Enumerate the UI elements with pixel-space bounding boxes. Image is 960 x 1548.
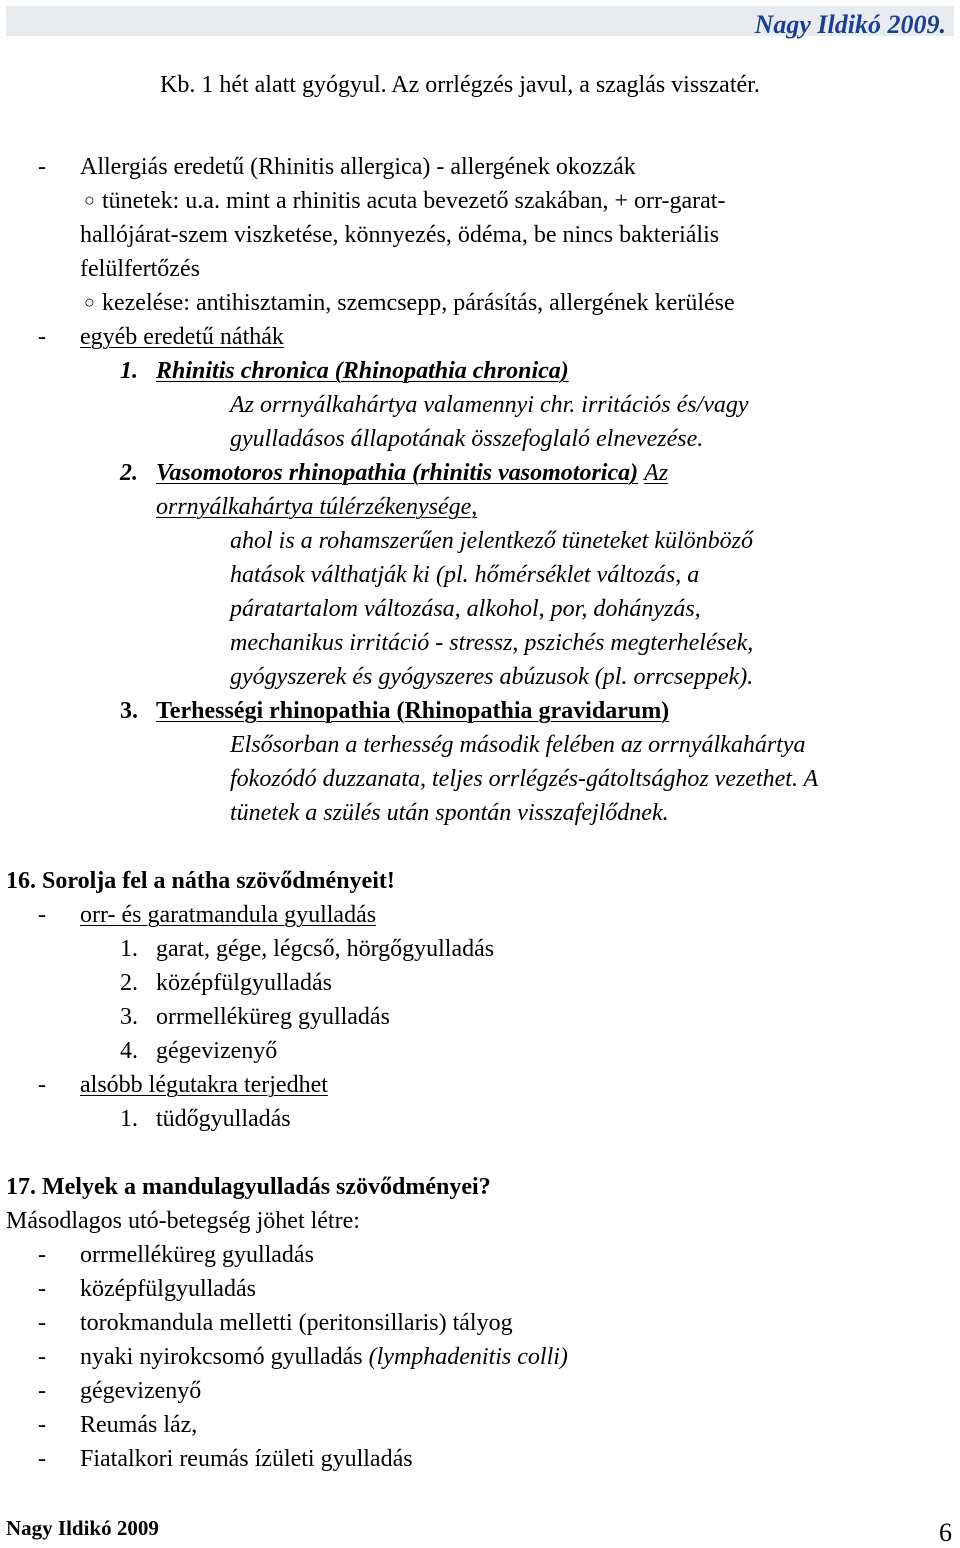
text-line: mechanikus irritáció - stressz, pszichés megterhelések,	[230, 630, 754, 656]
text-line: orrnyálkahártya túlérzékenysége,	[156, 494, 478, 520]
text-line: gyógyszerek és gyógyszeres abúzusok (pl. orrcseppek).	[230, 664, 754, 690]
text-line: kezelése: antihisztamin, szemcsepp, párásítás, allergének kerülése	[102, 290, 735, 316]
bullet-icon: ○	[84, 292, 95, 312]
list-item: gégevizenyő	[80, 1378, 202, 1404]
list-dash: -	[38, 1378, 46, 1404]
list-dash: -	[38, 1344, 46, 1370]
list-dash: -	[38, 1072, 46, 1098]
list-item	[80, 1342, 568, 1372]
text-line: felülfertőzés	[80, 256, 200, 282]
list-number: 4.	[120, 1038, 138, 1064]
list-number: 1.	[120, 358, 138, 384]
list-item: orrmelléküreg gyulladás	[156, 1004, 390, 1030]
list-number: 2.	[120, 460, 138, 486]
text-span: nyaki nyirokcsomó gyulladás	[80, 1344, 363, 1370]
list-item: orr- és garatmandula gyulladás	[80, 902, 377, 928]
footer-author: Nagy Ildikó 2009	[6, 1516, 159, 1540]
subheading: Vasomotoros rhinopathia (rhinitis vasomotorica)	[156, 460, 639, 486]
text-line: tünetek: u.a. mint a rhinitis acuta bevezető szakában, + orr-garat-	[102, 188, 726, 214]
list-dash: -	[38, 1242, 46, 1268]
list-number: 1.	[120, 1106, 138, 1132]
list-dash: -	[38, 154, 46, 180]
list-number: 3.	[120, 1004, 138, 1030]
list-item: orrmelléküreg gyulladás	[80, 1242, 314, 1268]
list-item: középfülgyulladás	[156, 970, 332, 996]
list-item: egyéb eredetű náthák	[80, 324, 284, 350]
text-line: Elsősorban a terhesség második felében az orrnyálkahártya	[230, 732, 806, 758]
text-line: ahol is a rohamszerűen jelentkező tüneteket különböző	[230, 528, 754, 554]
text-line: gyulladásos állapotának összefoglaló elnevezése.	[230, 426, 704, 452]
subheading: Rhinitis chronica (Rhinopathia chronica)	[156, 358, 569, 384]
question-heading: 17. Melyek a mandulagyulladás szövődményei?	[6, 1174, 491, 1200]
text-line: hallójárat-szem viszketése, könnyezés, ödéma, be nincs bakteriális	[80, 222, 720, 248]
text-line: fokozódó duzzanata, teljes orrlégzés-gátoltsághoz vezethet. A	[230, 766, 819, 792]
text-line: Kb. 1 hét alatt gyógyul. Az orrlégzés javul, a szaglás visszatér.	[160, 72, 760, 98]
list-number: 1.	[120, 936, 138, 962]
header-author: Nagy Ildikó 2009.	[754, 10, 946, 39]
list-dash: -	[38, 1310, 46, 1336]
list-dash: -	[38, 324, 46, 350]
list-item: gégevizenyő	[156, 1038, 278, 1064]
sub-bullet	[84, 186, 95, 217]
list-number: 2.	[120, 970, 138, 996]
list-item: középfülgyulladás	[80, 1276, 256, 1302]
list-dash: -	[38, 1412, 46, 1438]
question-heading: 16. Sorolja fel a nátha szövődményeit!	[6, 868, 395, 894]
text-line	[156, 458, 668, 488]
list-dash: -	[38, 1276, 46, 1302]
list-number: 3.	[120, 698, 138, 724]
list-item: Allergiás eredetű (Rhinitis allergica) - allergének okozzák	[80, 154, 636, 180]
text-line: Másodlagos utó-betegség jöhet létre:	[6, 1208, 360, 1234]
sub-bullet	[84, 288, 95, 319]
list-dash: -	[38, 902, 46, 928]
text-line: hatások válthatják ki (pl. hőmérséklet változás, a	[230, 562, 700, 588]
text-span: Az	[644, 460, 669, 486]
subheading: Terhességi rhinopathia (Rhinopathia gravidarum)	[156, 698, 670, 724]
page-number: 6	[939, 1518, 952, 1547]
text-line: tünetek a szülés után spontán visszafejlődnek.	[230, 800, 669, 826]
text-line: Az orrnyálkahártya valamennyi chr. irritációs és/vagy	[230, 392, 749, 418]
list-item: torokmandula melletti (peritonsillaris) tályog	[80, 1310, 513, 1336]
list-item: Reumás láz,	[80, 1412, 198, 1438]
list-item: tüdőgyulladás	[156, 1106, 291, 1132]
list-dash: -	[38, 1446, 46, 1472]
list-item: Fiatalkori reumás ízületi gyulladás	[80, 1446, 413, 1472]
bullet-icon: ○	[84, 190, 95, 210]
text-span-latin: (lymphadenitis colli)	[368, 1344, 568, 1370]
page-header	[6, 6, 954, 39]
list-item: garat, gége, légcső, hörgőgyulladás	[156, 936, 495, 962]
list-item: alsóbb légutakra terjedhet	[80, 1072, 328, 1098]
text-line: páratartalom változása, alkohol, por, dohányzás,	[230, 596, 701, 622]
